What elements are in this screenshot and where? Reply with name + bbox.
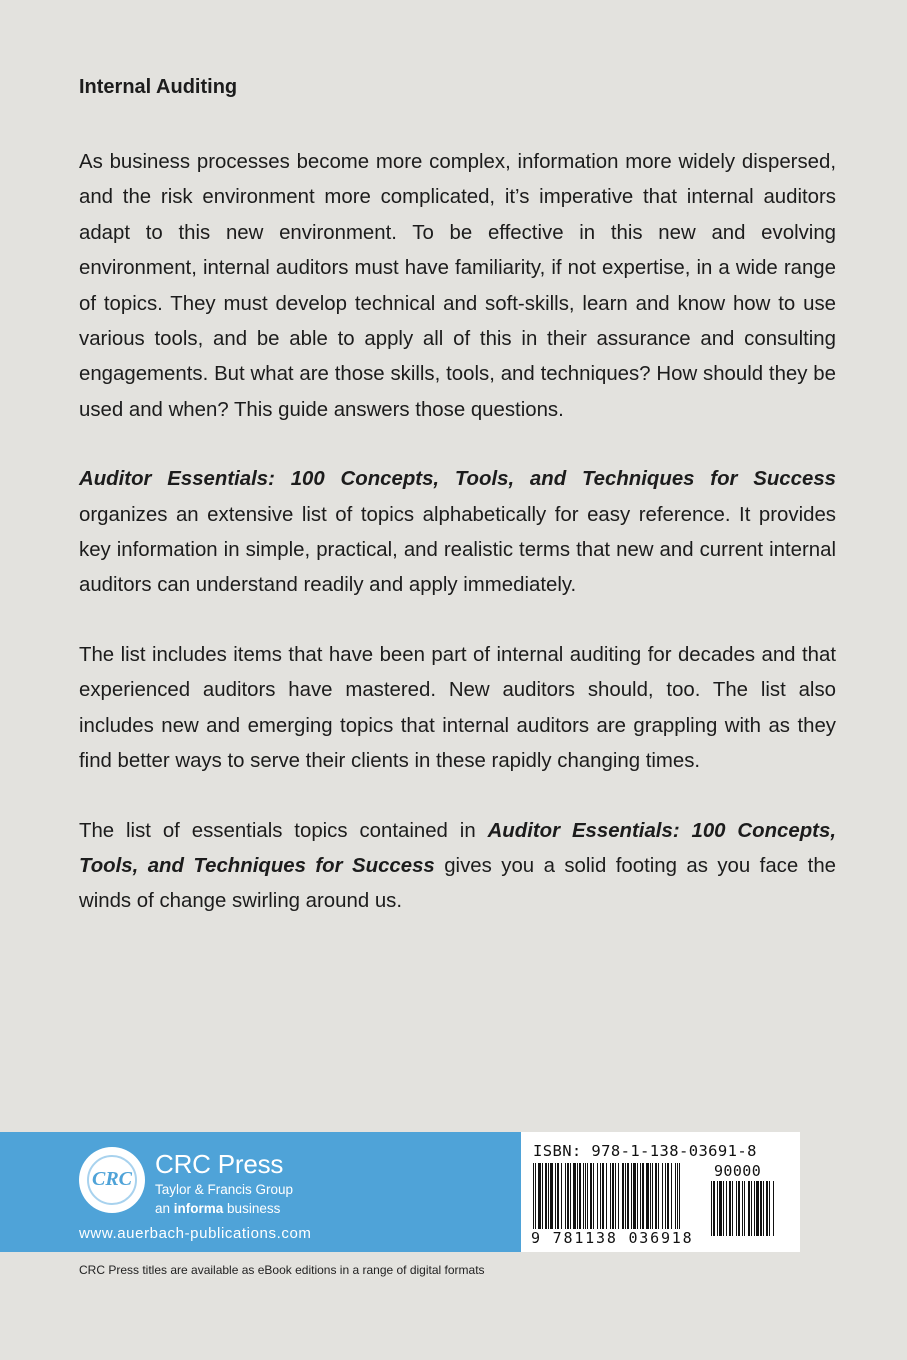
informa-suffix: business <box>223 1201 281 1216</box>
category-heading: Internal Auditing <box>79 76 238 98</box>
publisher-url-link[interactable]: www.auerbach-publications.com <box>79 1225 312 1242</box>
crc-logo-icon <box>79 1147 145 1213</box>
ean-barcode-bars <box>533 1163 697 1229</box>
paragraph-4-start: The list of essentials topics contained in <box>79 819 488 842</box>
publisher-informa-line <box>155 1201 280 1216</box>
ebook-availability-note: CRC Press titles are available as eBook editions in a range of digital formats <box>79 1263 485 1277</box>
publisher-group: Taylor & Francis Group <box>155 1182 294 1197</box>
description-paragraph-2 <box>79 462 836 604</box>
paragraph-4-body: gives you a solid footing as you face the winds of change swirling around us. <box>79 854 836 913</box>
crc-logo-text: CRC <box>91 1168 133 1190</box>
back-cover-text <box>79 76 836 954</box>
price-code: 90000 <box>714 1162 762 1180</box>
isbn-number: ISBN: 978-1-138-03691-8 <box>533 1142 757 1160</box>
book-title-reference: Auditor Essentials: 100 Concepts, Tools, and Techniques for Success <box>79 468 836 491</box>
publisher-name: CRC Press <box>155 1149 284 1179</box>
price-barcode-bars <box>711 1181 795 1236</box>
description-paragraph-3: The list includes items that have been part of internal auditing for decades and that experienced auditors have mastered. New auditors should, too. The list also includes new and emerging topics that internal auditors are grappling with as they find better ways to serve their clients in these rapidly changing times. <box>79 643 836 773</box>
paragraph-2-body: organizes an extensive list of topics alphabetically for easy reference. It provides key information in simple, practical, and realistic terms that new and current internal auditors can understand readily and apply immediately. <box>79 503 836 597</box>
publisher-band <box>0 1132 521 1252</box>
barcode-digits: 9 781138 036918 <box>531 1229 694 1247</box>
description-paragraph-1: As business processes become more complex, information more widely dispersed, and the risk environment more complicated, it’s imperative that internal auditors adapt to this new environment. To be effective in this new and evolving environment, internal auditors must have familiarity, if not expertise, in a wide range of topics. They must develop technical and soft-skills, learn and know how to use various tools, and be able to apply all of this in their assurance and consulting engagements. But what are those skills, tools, and techniques? How should they be used and when? This guide answers those questions. <box>79 151 836 421</box>
informa-brand: informa <box>173 1201 224 1216</box>
informa-prefix: an <box>155 1201 174 1216</box>
isbn-barcode <box>521 1132 800 1252</box>
book-title-reference: Auditor Essentials: 100 Concepts, Tools, and Techniques for Success <box>79 819 836 877</box>
description-paragraph-4 <box>79 814 836 920</box>
